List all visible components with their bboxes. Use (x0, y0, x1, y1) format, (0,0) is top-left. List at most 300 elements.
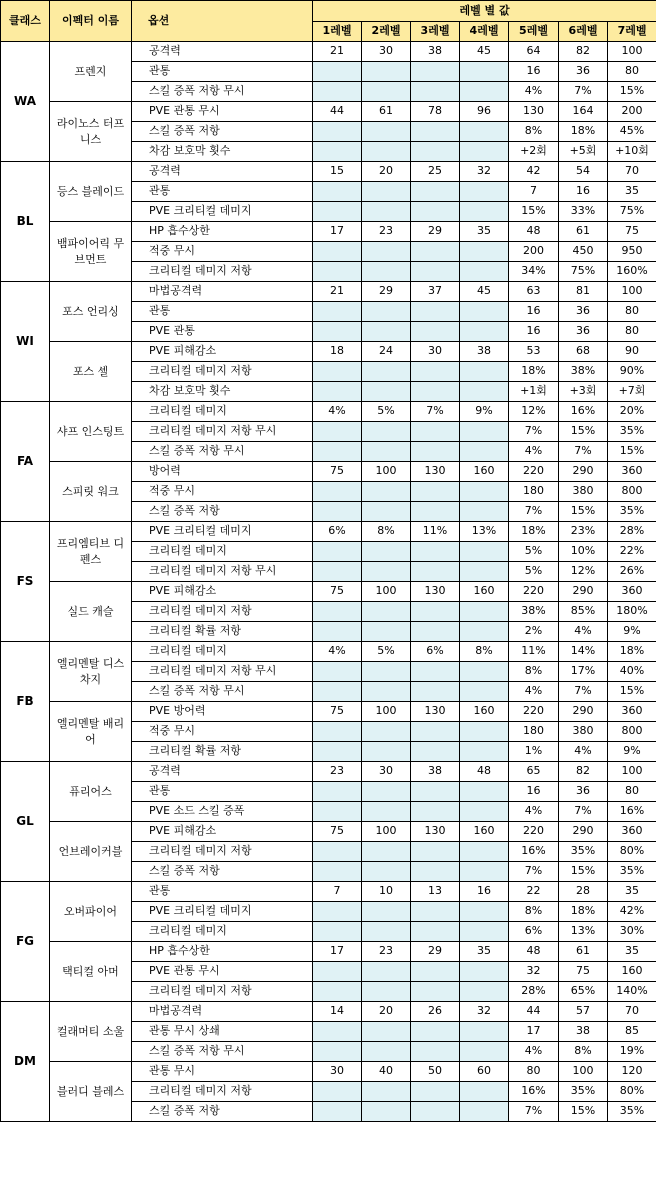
level-3-value-cell (411, 562, 460, 582)
level-4-value-cell (460, 482, 509, 502)
level-4-value-cell: 45 (460, 42, 509, 62)
level-4-value-cell: 160 (460, 462, 509, 482)
level-2-value-cell: 8% (362, 522, 411, 542)
option-cell: 크리티컬 확률 저항 (132, 622, 313, 642)
level-7-value-cell: 160% (608, 262, 656, 282)
level-6-value-cell: 36 (559, 322, 608, 342)
level-2-value-cell: 10 (362, 882, 411, 902)
level-1-value-cell (313, 662, 362, 682)
level-1-value-cell: 44 (313, 102, 362, 122)
level-2-value-cell (362, 802, 411, 822)
option-cell: 크리티컬 데미지 저항 (132, 602, 313, 622)
level-4-value-cell: 32 (460, 162, 509, 182)
option-cell: 공격력 (132, 762, 313, 782)
level-6-value-cell: 4% (559, 742, 608, 762)
level-6-value-cell: 290 (559, 462, 608, 482)
level-3-value-cell: 130 (411, 702, 460, 722)
level-3-value-cell (411, 862, 460, 882)
level-2-value-cell: 23 (362, 222, 411, 242)
level-7-value-cell: 28% (608, 522, 656, 542)
level-7-value-cell: 360 (608, 582, 656, 602)
table-row (1, 42, 656, 62)
table-body (1, 42, 656, 1122)
level-6-value-cell: 81 (559, 282, 608, 302)
level-6-value-cell: 38 (559, 1022, 608, 1042)
level-2-value-cell: 23 (362, 942, 411, 962)
level-7-value-cell: 35 (608, 182, 656, 202)
level-6-value-cell: 4% (559, 622, 608, 642)
level-5-value-cell: 2% (509, 622, 559, 642)
level-3-value-cell: 38 (411, 42, 460, 62)
option-cell: 관통 (132, 182, 313, 202)
level-5-value-cell: 4% (509, 802, 559, 822)
level-2-value-cell (362, 422, 411, 442)
level-7-value-cell: 80% (608, 1082, 656, 1102)
level-7-value-cell: 100 (608, 762, 656, 782)
level-1-value-cell (313, 842, 362, 862)
level-1-value-cell (313, 722, 362, 742)
level-6-value-cell: 33% (559, 202, 608, 222)
option-cell: 스킬 증폭 저항 (132, 122, 313, 142)
level-1-value-cell (313, 62, 362, 82)
header-effect-name: 이펙터 이름 (50, 1, 132, 42)
level-5-value-cell: 220 (509, 822, 559, 842)
level-5-value-cell: 16 (509, 302, 559, 322)
level-7-value-cell: 140% (608, 982, 656, 1002)
level-1-value-cell (313, 302, 362, 322)
level-7-value-cell: 35 (608, 882, 656, 902)
level-3-value-cell: 13 (411, 882, 460, 902)
level-6-value-cell: 36 (559, 302, 608, 322)
level-1-value-cell: 4% (313, 402, 362, 422)
level-5-value-cell: 220 (509, 702, 559, 722)
level-4-value-cell: 160 (460, 582, 509, 602)
level-5-value-cell: 130 (509, 102, 559, 122)
level-5-value-cell: 4% (509, 82, 559, 102)
level-1-value-cell (313, 742, 362, 762)
level-5-value-cell: 7% (509, 502, 559, 522)
level-5-value-cell: 4% (509, 1042, 559, 1062)
level-7-value-cell: 80 (608, 782, 656, 802)
level-3-value-cell (411, 202, 460, 222)
level-5-value-cell: 44 (509, 1002, 559, 1022)
level-4-value-cell (460, 962, 509, 982)
level-4-value-cell (460, 1102, 509, 1122)
option-cell: PVE 관통 무시 (132, 102, 313, 122)
table-row (1, 882, 656, 902)
level-5-value-cell: 4% (509, 442, 559, 462)
option-cell: 적중 무시 (132, 242, 313, 262)
level-2-value-cell (362, 1022, 411, 1042)
option-cell: 스킬 증폭 저항 무시 (132, 682, 313, 702)
level-6-value-cell: 82 (559, 42, 608, 62)
level-3-value-cell (411, 1102, 460, 1122)
level-6-value-cell: 16% (559, 402, 608, 422)
level-1-value-cell: 21 (313, 42, 362, 62)
table-row (1, 462, 656, 482)
option-cell: PVE 크리티컬 데미지 (132, 522, 313, 542)
level-7-value-cell: 360 (608, 822, 656, 842)
option-cell: 크리티컬 데미지 저항 (132, 1082, 313, 1102)
level-5-value-cell: 48 (509, 942, 559, 962)
level-5-value-cell: 200 (509, 242, 559, 262)
level-4-value-cell (460, 502, 509, 522)
level-2-value-cell: 61 (362, 102, 411, 122)
level-7-value-cell: 35% (608, 422, 656, 442)
level-3-value-cell: 37 (411, 282, 460, 302)
header-levels-title: 레벨 별 값 (313, 1, 656, 22)
option-cell: 관통 무시 상쇄 (132, 1022, 313, 1042)
effector-name-cell: 퓨리어스 (50, 762, 132, 822)
table-row (1, 402, 656, 422)
option-cell: 스킬 증폭 저항 (132, 1102, 313, 1122)
option-cell: 관통 (132, 782, 313, 802)
effector-name-cell: 오버파이어 (50, 882, 132, 942)
level-4-value-cell (460, 802, 509, 822)
option-cell: PVE 관통 무시 (132, 962, 313, 982)
option-cell: 관통 무시 (132, 1062, 313, 1082)
effector-name-cell: 언브레이커블 (50, 822, 132, 882)
effector-name-cell: 포스 언리싱 (50, 282, 132, 342)
header-level-4: 4레벨 (460, 22, 509, 42)
level-7-value-cell: 45% (608, 122, 656, 142)
level-6-value-cell: 54 (559, 162, 608, 182)
option-cell: 관통 (132, 302, 313, 322)
level-1-value-cell (313, 382, 362, 402)
header-level-2: 2레벨 (362, 22, 411, 42)
level-7-value-cell: 80 (608, 322, 656, 342)
effector-name-cell: 뱀파이어릭 무브먼트 (50, 222, 132, 282)
table-row (1, 162, 656, 182)
level-6-value-cell: 380 (559, 482, 608, 502)
level-1-value-cell: 30 (313, 1062, 362, 1082)
level-3-value-cell (411, 802, 460, 822)
option-cell: 차감 보호막 횟수 (132, 142, 313, 162)
level-7-value-cell: 40% (608, 662, 656, 682)
level-1-value-cell (313, 242, 362, 262)
class-cell: FA (1, 402, 50, 522)
level-5-value-cell: 12% (509, 402, 559, 422)
level-6-value-cell: 16 (559, 182, 608, 202)
level-6-value-cell: 15% (559, 862, 608, 882)
option-cell: HP 흡수상한 (132, 222, 313, 242)
level-4-value-cell (460, 242, 509, 262)
table-row (1, 342, 656, 362)
level-4-value-cell (460, 362, 509, 382)
option-cell: 스킬 증폭 저항 (132, 502, 313, 522)
table-row (1, 762, 656, 782)
level-4-value-cell: 38 (460, 342, 509, 362)
effector-name-cell: 프렌지 (50, 42, 132, 102)
level-2-value-cell: 100 (362, 702, 411, 722)
level-1-value-cell (313, 602, 362, 622)
option-cell: 스킬 증폭 저항 무시 (132, 82, 313, 102)
option-cell: 공격력 (132, 42, 313, 62)
level-7-value-cell: 70 (608, 162, 656, 182)
level-2-value-cell (362, 782, 411, 802)
level-6-value-cell: 75 (559, 962, 608, 982)
level-6-value-cell: 65% (559, 982, 608, 1002)
level-5-value-cell: 80 (509, 1062, 559, 1082)
option-cell: 크리티컬 확률 저항 (132, 742, 313, 762)
level-2-value-cell: 5% (362, 642, 411, 662)
level-4-value-cell (460, 622, 509, 642)
level-3-value-cell: 6% (411, 642, 460, 662)
level-5-value-cell: +1회 (509, 382, 559, 402)
level-5-value-cell: 7 (509, 182, 559, 202)
level-3-value-cell: 25 (411, 162, 460, 182)
level-7-value-cell: 200 (608, 102, 656, 122)
level-1-value-cell (313, 122, 362, 142)
header-level-7: 7레벨 (608, 22, 656, 42)
option-cell: PVE 소드 스킬 증폭 (132, 802, 313, 822)
class-cell: FB (1, 642, 50, 762)
level-3-value-cell (411, 902, 460, 922)
level-3-value-cell: 38 (411, 762, 460, 782)
level-6-value-cell: 38% (559, 362, 608, 382)
level-1-value-cell: 15 (313, 162, 362, 182)
level-6-value-cell: 15% (559, 422, 608, 442)
class-cell: FG (1, 882, 50, 1002)
level-1-value-cell (313, 902, 362, 922)
level-7-value-cell: 35 (608, 942, 656, 962)
level-1-value-cell: 21 (313, 282, 362, 302)
level-3-value-cell (411, 542, 460, 562)
level-6-value-cell: 290 (559, 822, 608, 842)
level-7-value-cell: 70 (608, 1002, 656, 1022)
level-3-value-cell (411, 422, 460, 442)
level-6-value-cell: 14% (559, 642, 608, 662)
option-cell: PVE 피해감소 (132, 822, 313, 842)
level-1-value-cell (313, 482, 362, 502)
option-cell: 마법공격력 (132, 282, 313, 302)
effector-name-cell: 엘리멘탈 배리어 (50, 702, 132, 762)
level-5-value-cell: 8% (509, 902, 559, 922)
level-3-value-cell (411, 782, 460, 802)
level-4-value-cell (460, 742, 509, 762)
effector-name-cell: 프리엠티브 디펜스 (50, 522, 132, 582)
level-3-value-cell (411, 842, 460, 862)
level-3-value-cell (411, 982, 460, 1002)
option-cell: HP 흡수상한 (132, 942, 313, 962)
level-2-value-cell (362, 82, 411, 102)
table-row (1, 642, 656, 662)
option-cell: 방어력 (132, 462, 313, 482)
level-5-value-cell: 38% (509, 602, 559, 622)
level-5-value-cell: 32 (509, 962, 559, 982)
effector-name-cell: 스피릿 워크 (50, 462, 132, 522)
level-5-value-cell: 7% (509, 422, 559, 442)
level-5-value-cell: 42 (509, 162, 559, 182)
level-6-value-cell: 100 (559, 1062, 608, 1082)
option-cell: 크리티컬 데미지 (132, 402, 313, 422)
level-1-value-cell: 4% (313, 642, 362, 662)
level-5-value-cell: 22 (509, 882, 559, 902)
level-7-value-cell: 26% (608, 562, 656, 582)
level-3-value-cell (411, 302, 460, 322)
level-6-value-cell: 15% (559, 1102, 608, 1122)
level-7-value-cell: 160 (608, 962, 656, 982)
level-6-value-cell: 75% (559, 262, 608, 282)
level-5-value-cell: 16 (509, 62, 559, 82)
level-1-value-cell: 6% (313, 522, 362, 542)
level-1-value-cell (313, 82, 362, 102)
option-cell: PVE 피해감소 (132, 342, 313, 362)
class-cell: FS (1, 522, 50, 642)
level-6-value-cell: 164 (559, 102, 608, 122)
level-6-value-cell: 7% (559, 82, 608, 102)
level-7-value-cell: 75% (608, 202, 656, 222)
level-4-value-cell: 160 (460, 702, 509, 722)
level-4-value-cell (460, 562, 509, 582)
level-5-value-cell: 180 (509, 722, 559, 742)
option-cell: PVE 크리티컬 데미지 (132, 202, 313, 222)
level-5-value-cell: 64 (509, 42, 559, 62)
level-4-value-cell: 16 (460, 882, 509, 902)
level-5-value-cell: 6% (509, 922, 559, 942)
level-4-value-cell (460, 122, 509, 142)
level-4-value-cell: 8% (460, 642, 509, 662)
level-5-value-cell: 220 (509, 582, 559, 602)
level-5-value-cell: 5% (509, 562, 559, 582)
level-1-value-cell (313, 142, 362, 162)
level-5-value-cell: 1% (509, 742, 559, 762)
option-cell: 스킬 증폭 저항 (132, 862, 313, 882)
level-3-value-cell: 7% (411, 402, 460, 422)
level-4-value-cell: 160 (460, 822, 509, 842)
level-5-value-cell: 16% (509, 1082, 559, 1102)
level-5-value-cell: 15% (509, 202, 559, 222)
level-4-value-cell: 13% (460, 522, 509, 542)
level-1-value-cell (313, 982, 362, 1002)
header-class: 클래스 (1, 1, 50, 42)
level-3-value-cell (411, 602, 460, 622)
level-3-value-cell (411, 362, 460, 382)
level-5-value-cell: 5% (509, 542, 559, 562)
level-4-value-cell (460, 62, 509, 82)
level-3-value-cell (411, 122, 460, 142)
level-6-value-cell: 36 (559, 62, 608, 82)
level-7-value-cell: 100 (608, 282, 656, 302)
level-3-value-cell (411, 962, 460, 982)
level-3-value-cell (411, 482, 460, 502)
level-1-value-cell (313, 262, 362, 282)
level-7-value-cell: 800 (608, 722, 656, 742)
level-1-value-cell (313, 1082, 362, 1102)
level-2-value-cell (362, 242, 411, 262)
level-3-value-cell (411, 622, 460, 642)
option-cell: 마법공격력 (132, 1002, 313, 1022)
option-cell: PVE 방어력 (132, 702, 313, 722)
option-cell: 크리티컬 데미지 저항 (132, 982, 313, 1002)
level-6-value-cell: 17% (559, 662, 608, 682)
level-6-value-cell: 290 (559, 582, 608, 602)
level-1-value-cell (313, 802, 362, 822)
level-4-value-cell (460, 982, 509, 1002)
level-7-value-cell: 22% (608, 542, 656, 562)
level-1-value-cell (313, 862, 362, 882)
level-5-value-cell: 7% (509, 862, 559, 882)
level-4-value-cell (460, 302, 509, 322)
level-1-value-cell: 14 (313, 1002, 362, 1022)
level-2-value-cell: 20 (362, 1002, 411, 1022)
level-4-value-cell (460, 662, 509, 682)
level-5-value-cell: 28% (509, 982, 559, 1002)
level-2-value-cell (362, 1102, 411, 1122)
level-1-value-cell (313, 682, 362, 702)
level-4-value-cell (460, 422, 509, 442)
level-2-value-cell (362, 362, 411, 382)
option-cell: 크리티컬 데미지 저항 무시 (132, 562, 313, 582)
level-5-value-cell: 16 (509, 782, 559, 802)
level-6-value-cell: 7% (559, 442, 608, 462)
level-2-value-cell (362, 322, 411, 342)
level-6-value-cell: 85% (559, 602, 608, 622)
level-1-value-cell (313, 1042, 362, 1062)
level-5-value-cell: 4% (509, 682, 559, 702)
level-7-value-cell: 19% (608, 1042, 656, 1062)
level-7-value-cell: 800 (608, 482, 656, 502)
level-2-value-cell: 100 (362, 582, 411, 602)
level-3-value-cell (411, 182, 460, 202)
level-6-value-cell: 15% (559, 502, 608, 522)
level-3-value-cell (411, 442, 460, 462)
option-cell: 관통 (132, 62, 313, 82)
level-2-value-cell (362, 202, 411, 222)
level-3-value-cell (411, 922, 460, 942)
option-cell: 스킬 증폭 저항 무시 (132, 442, 313, 462)
level-2-value-cell: 100 (362, 462, 411, 482)
level-7-value-cell: 15% (608, 442, 656, 462)
level-2-value-cell (362, 722, 411, 742)
table-row (1, 1062, 656, 1082)
level-2-value-cell: 5% (362, 402, 411, 422)
level-6-value-cell: 450 (559, 242, 608, 262)
option-cell: 적중 무시 (132, 482, 313, 502)
level-6-value-cell: 10% (559, 542, 608, 562)
level-3-value-cell: 130 (411, 582, 460, 602)
level-4-value-cell (460, 442, 509, 462)
level-6-value-cell: 82 (559, 762, 608, 782)
level-3-value-cell: 11% (411, 522, 460, 542)
level-2-value-cell (362, 182, 411, 202)
class-cell: BL (1, 162, 50, 282)
level-2-value-cell (362, 502, 411, 522)
option-cell: 공격력 (132, 162, 313, 182)
level-2-value-cell (362, 142, 411, 162)
level-2-value-cell (362, 1042, 411, 1062)
level-1-value-cell (313, 322, 362, 342)
option-cell: 관통 (132, 882, 313, 902)
level-6-value-cell: 61 (559, 942, 608, 962)
level-7-value-cell: 120 (608, 1062, 656, 1082)
level-4-value-cell: 60 (460, 1062, 509, 1082)
level-7-value-cell: +7회 (608, 382, 656, 402)
level-6-value-cell: +5회 (559, 142, 608, 162)
level-5-value-cell: 48 (509, 222, 559, 242)
level-2-value-cell: 40 (362, 1062, 411, 1082)
level-7-value-cell: 35% (608, 502, 656, 522)
level-3-value-cell (411, 82, 460, 102)
level-3-value-cell (411, 242, 460, 262)
level-5-value-cell: 53 (509, 342, 559, 362)
level-5-value-cell: 220 (509, 462, 559, 482)
level-2-value-cell (362, 542, 411, 562)
level-4-value-cell: 35 (460, 222, 509, 242)
level-7-value-cell: 85 (608, 1022, 656, 1042)
option-cell: 크리티컬 데미지 저항 (132, 262, 313, 282)
level-2-value-cell (362, 662, 411, 682)
